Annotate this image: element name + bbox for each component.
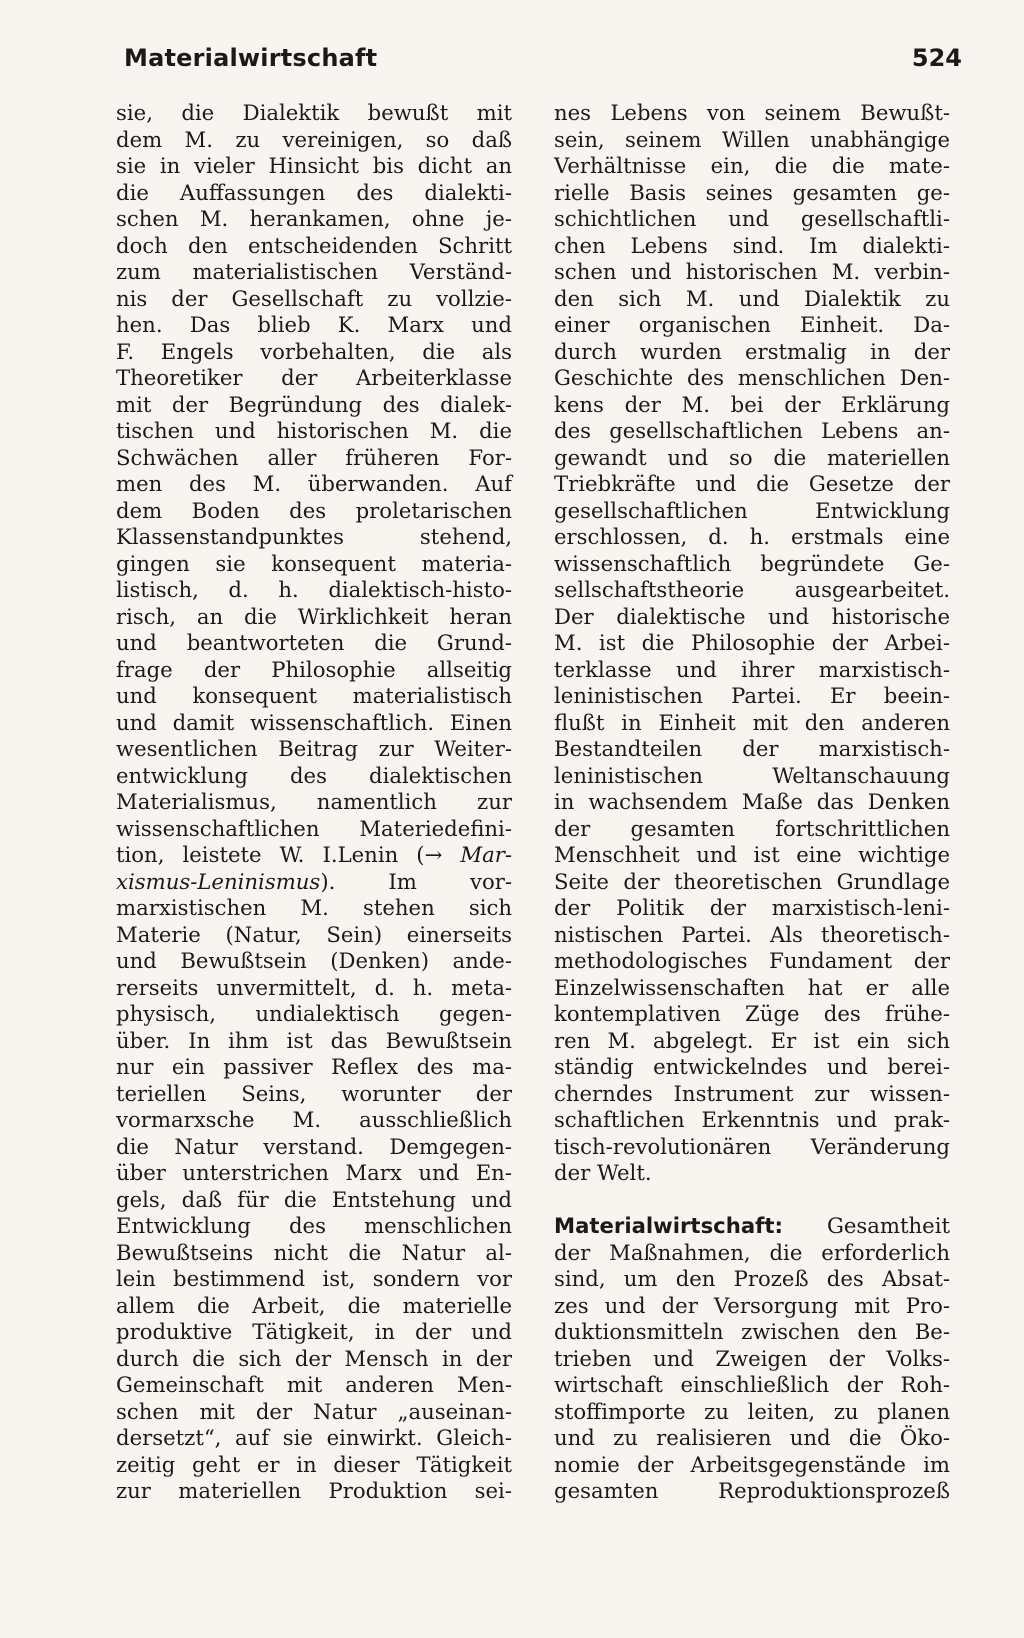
text-line: nis der Gesellschaft zu vollzie- [116,285,512,311]
text-line: durch wurden erstmalig in der [554,338,950,364]
text-line: dem Boden des proletarischen [116,497,512,523]
text-line: in wachsendem Maße das Denken [554,789,950,814]
text-line: Materialismus, namentlich zur [116,789,512,814]
text-line: nistischen Partei. Als theoretisch- [554,921,950,947]
text-line: Entwicklung des menschlichen [116,1213,512,1238]
text-line: ständig entwickelndes und berei- [554,1054,950,1079]
text-line: methodologisches Fundament der [554,948,950,973]
text-line: Der dialektische und historische [554,603,950,629]
text-line: sellschaftstheorie ausgearbeitet. [554,577,950,602]
text-line-with-cross-reference [116,869,512,896]
text-line-with-cross-reference [116,842,512,869]
text-line: sie, die Dialektik bewußt mit [116,100,512,125]
text-line: Verhältnisse ein, die die mate- [554,153,950,178]
text-line: leninistischen Partei. Er beein- [554,683,950,708]
text-line: Bewußtseins nicht die Natur al- [116,1239,512,1265]
text-line: und damit wissenschaftlich. Einen [116,709,512,735]
text-line: durch die sich der Mensch in der [116,1345,512,1371]
text-line: produktive Tätigkeit, in der und [116,1319,512,1344]
text-line: M. ist die Philosophie der Arbei- [554,630,950,655]
cross-reference-link[interactable]: xismus-Leninismus [116,868,321,894]
text-fragment: Gesamtheit [782,1213,950,1238]
text-line: listisch, d. h. dialektisch-histo- [116,577,512,602]
text-line: wissenschaftlich begründete Ge- [554,550,950,576]
text-line: allem die Arbeit, die materielle [116,1292,512,1318]
text-line: physisch, undialektisch gegen- [116,1001,512,1026]
cross-reference-link[interactable]: Mar- [460,842,512,867]
text-line: Gemeinschaft mit anderen Men- [116,1372,512,1397]
text-line: gels, daß für die Entstehung und [116,1186,512,1212]
text-line: der gesamten fortschrittlichen [554,815,950,841]
text-line: Menschheit und ist eine wichtige [554,842,950,867]
text-line: gesellschaftlichen Entwicklung [554,497,950,523]
text-line: gingen sie konsequent materia- [116,550,512,576]
text-fragment: ). Im vor- [320,868,512,894]
text-line: wesentlichen Beitrag zur Weiter- [116,736,512,761]
text-fragment: tion, leistete W. I.Lenin (→ [116,842,461,867]
text-line: gewandt und so die materiellen [554,444,950,470]
text-line: tisch-revolutionären Veränderung [554,1133,950,1159]
running-headword: Materialwirtschaft [124,44,378,72]
text-line: zum materialistischen Verständ- [116,259,512,284]
text-line: einer organischen Einheit. Da- [554,312,950,337]
text-line: sind, um den Prozeß des Absat- [554,1266,950,1291]
text-line: nur ein passiver Reflex des ma- [116,1054,512,1079]
text-line: über unterstrichen Marx und En- [116,1160,512,1185]
text-line: gesamten Reproduktionsprozeß [554,1478,950,1503]
text-line: und zu realisieren und die Öko- [554,1425,950,1450]
text-line: Einzelwissenschaften hat er alle [554,974,950,1000]
text-line: sein, seinem Willen unabhängige [554,126,950,152]
text-line: des gesellschaftlichen Lebens an- [554,418,950,443]
text-line: der Maßnahmen, die erforderlich [554,1239,950,1265]
text-line: Schwächen aller früheren For- [116,444,512,470]
text-line: Materie (Natur, Sein) einerseits [116,921,512,947]
text-line: und konsequent materialistisch [116,683,512,708]
text-line: zeitig geht er in dieser Tätigkeit [116,1451,512,1477]
text-line: die Natur verstand. Demgegen- [116,1133,512,1159]
text-line: und Bewußtsein (Denken) ande- [116,948,512,973]
text-line: dem M. zu vereinigen, so daß [116,126,512,152]
text-line: über. In ihm ist das Bewußtsein [116,1027,512,1053]
text-line: erschlossen, d. h. erstmals eine [554,524,950,549]
text-line: zes und der Versorgung mit Pro- [554,1292,950,1318]
text-line: terklasse und ihrer marxistisch- [554,656,950,682]
page-number: 524 [911,44,962,72]
text-line: Seite der theoretischen Grundlage [554,868,950,894]
text-line: und beantworteten die Grund- [116,630,512,655]
text-line: der Politik der marxistisch-leni- [554,895,950,920]
text-line: tischen und historischen M. die [116,418,512,443]
text-line: nes Lebens von seinem Bewußt- [554,100,950,125]
text-line: teriellen Seins, worunter der [116,1080,512,1106]
text-line: doch den entscheidenden Schritt [116,232,512,258]
running-head [124,44,962,80]
text-line: schaftlichen Erkenntnis und prak- [554,1107,950,1132]
text-line: leninistischen Weltanschauung [554,762,950,788]
text-line: schichtlichen und gesellschaftli- [554,206,950,231]
text-line: nomie der Arbeitsgegenstände im [554,1451,950,1477]
text-line: trieben und Zweigen der Volks- [554,1345,950,1371]
text-line: hen. Das blieb K. Marx und [116,312,512,337]
text-line: rielle Basis seines gesamten ge- [554,179,950,205]
text-line: mit der Begründung des dialek- [116,391,512,417]
text-line: die Auffassungen des dialekti- [116,179,512,205]
text-line: Bestandteilen der marxistisch- [554,736,950,761]
text-line: den sich M. und Dialektik zu [554,285,950,311]
paragraph-spacer [554,1187,950,1214]
entry-headword: Materialwirtschaft: [554,1213,783,1238]
text-line: wissenschaftlichen Materiedefini- [116,815,512,841]
text-line: ren M. abgelegt. Er ist ein sich [554,1027,950,1053]
text-line: sie in vieler Hinsicht bis dicht an [116,153,512,178]
text-line: kens der M. bei der Erklärung [554,391,950,417]
text-line: der Welt. [554,1160,652,1185]
text-line: flußt in Einheit mit den anderen [554,709,950,735]
text-line: Geschichte des menschlichen Den- [554,365,950,390]
text-line: duktionsmitteln zwischen den Be- [554,1319,950,1344]
text-line: cherndes Instrument zur wissen- [554,1080,950,1106]
text-line: marxistischen M. stehen sich [116,895,512,920]
text-line: entwicklung des dialektischen [116,762,512,788]
text-line: schen mit der Natur „auseinan- [116,1398,512,1424]
text-line: frage der Philosophie allseitig [116,656,512,682]
text-line: Theoretiker der Arbeiterklasse [116,365,512,390]
text-line: Klassenstandpunktes stehend, [116,524,512,549]
right-column [554,100,950,1505]
text-line: Triebkräfte und die Gesetze der [554,471,950,496]
text-line: chen Lebens sind. Im dialekti- [554,232,950,258]
text-line: risch, an die Wirklichkeit heran [116,603,512,629]
left-column [116,100,512,1505]
text-line: F. Engels vorbehalten, die als [116,338,512,364]
text-line: vormarxsche M. ausschließlich [116,1107,512,1132]
text-line: schen und historischen M. verbin- [554,259,950,284]
text-line: kontemplativen Züge des frühe- [554,1001,950,1026]
text-line: schen M. herankamen, ohne je- [116,206,512,231]
text-line: wirtschaft einschließlich der Roh- [554,1372,950,1397]
text-line: stoffimporte zu leiten, zu planen [554,1398,950,1424]
text-line: men des M. überwanden. Auf [116,471,512,496]
text-line: rerseits unvermittelt, d. h. meta- [116,974,512,1000]
text-line: lein bestimmend ist, sondern vor [116,1266,512,1291]
entry-first-line [554,1213,950,1240]
text-line: dersetzt“, auf sie einwirkt. Gleich- [116,1425,512,1450]
text-line: zur materiellen Produktion sei- [116,1478,512,1503]
